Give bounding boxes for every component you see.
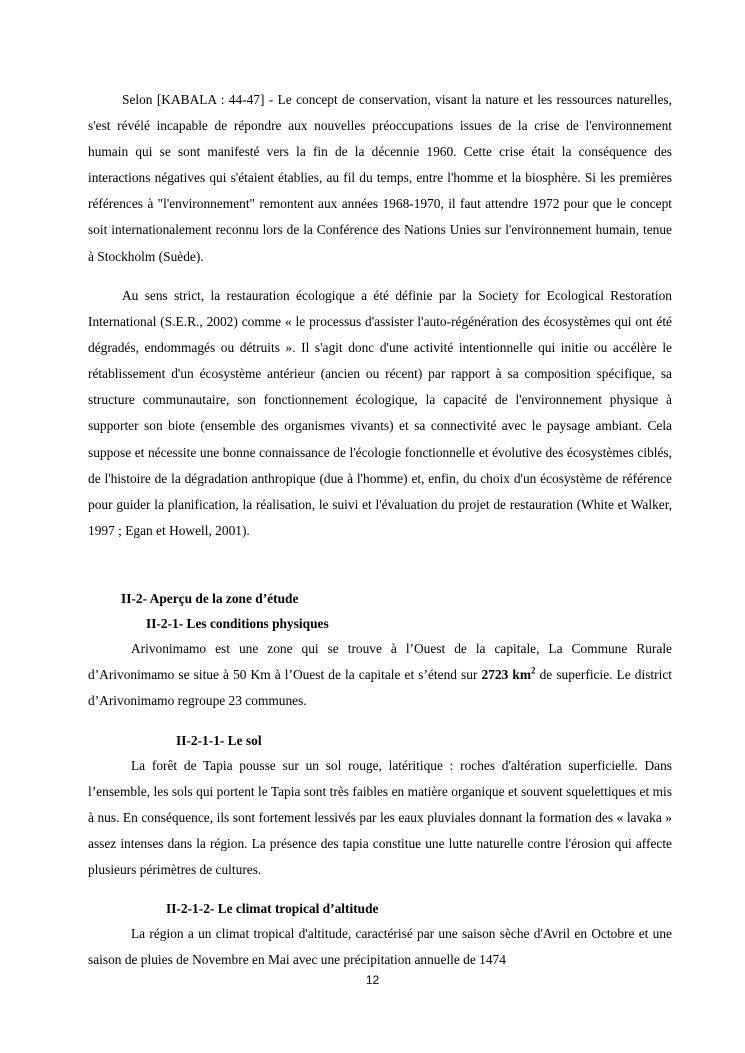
superficie-value	[482, 667, 536, 682]
paragraph-sol	[88, 753, 672, 883]
paragraph-restauration	[88, 283, 672, 544]
heading-conditions-physiques: II-2-1- Les conditions physiques	[146, 616, 329, 631]
heading-climat: II-2-1-2- Le climat tropical d’altitude	[166, 901, 379, 916]
paragraph-conservation-text: Selon [KABALA : 44-47] - Le concept de conservation, visant la nature et les ressources naturelles, s'est révélé incapable de répondre aux nouvelles préoccupations issues de la crise de l'environnement humain qui se sont manifesté vers la fin de la décennie 1960. Cette crise était la conséquence des interactions négatives qui s'étaient établies, au fil du temps, entre l'homme et la biosphère. Si les premières références à "l'environnement" remontent aux années 1968-1970, il faut attendre 1972 pour que le concept soit internationalement reconnu lors de la Conférence des Nations Unies sur l'environnement humain, tenue à Stockholm (Suède).	[88, 92, 672, 264]
paragraph-sol-text: La forêt de Tapia pousse sur un sol rouge, latéritique : roches d'altération superficielle. Dans l’ensemble, les sols qui portent le Tapia sont très faibles en matière organique et souvent squelettiques et mis à nus. En conséquence, ils sont fortement lessivés par les eaux pluviales donnant la formation des « lavaka » assez intenses dans la région. La présence des tapia constitue une lutte naturelle contre l'érosion qui affecte plusieurs périmètres de cultures.	[88, 758, 672, 878]
page-number: 12	[365, 973, 380, 987]
superficie-number: 2723 km	[481, 667, 532, 683]
paragraph-climat-text: La région a un climat tropical d'altitude, caractérisé par une saison sèche d'Avril en Octobre et une saison de pluies de Novembre en Mai avec une précipitation annuelle de 1474	[88, 926, 672, 968]
superficie-exponent: 2	[531, 665, 536, 676]
paragraph-restauration-text: Au sens strict, la restauration écologique a été définie par la Society for Ecological Restoration International (S.E.R., 2002) comme « le processus d'assister l'auto-régénération des écosystèmes qui ont été dégradés, endommagés ou détruits ». Il s'agit donc d'une activité intentionnelle qui initie ou accélère le rétablissement d'un écosystème antérieur (ancien ou récent) par rapport à sa composition spécifique, sa structure communautaire, son fonctionnement écologique, la capacité de l'environnement physique à supporter son biote (ensemble des organismes vivants) et sa connectivité avec le paysage ambiant. Cela suppose et nécessite une bonne connaissance de l'écologie fonctionnelle et évolutive des écosystèmes ciblés, de l'histoire de la dégradation anthropique (due à l'homme) et, enfin, du choix d'un écosystème de référence pour guider la planification, la réalisation, le suivi et l'évaluation du projet de restauration (White et Walker, 1997 ; Egan et Howell, 2001).	[88, 288, 672, 538]
paragraph-conservation	[88, 87, 672, 270]
paragraph-arivonimamo-text-end: de superficie. Le district d’Arivonimamo regroupe 23 communes.	[88, 667, 673, 709]
heading-le-sol: II-2-1-1- Le sol	[176, 733, 262, 748]
heading-zone-etude: II-2- Aperçu de la zone d’étude	[121, 591, 299, 606]
paragraph-climat	[88, 921, 672, 973]
paragraph-arivonimamo	[88, 636, 672, 714]
paragraph-arivonimamo-text-start: Arivonimamo est une zone qui se trouve à l’Ouest de la capitale, La Commune Rurale d’Arivonimamo se situe à 50 Km à l’Ouest de la capitale et s’étend sur	[88, 641, 672, 683]
